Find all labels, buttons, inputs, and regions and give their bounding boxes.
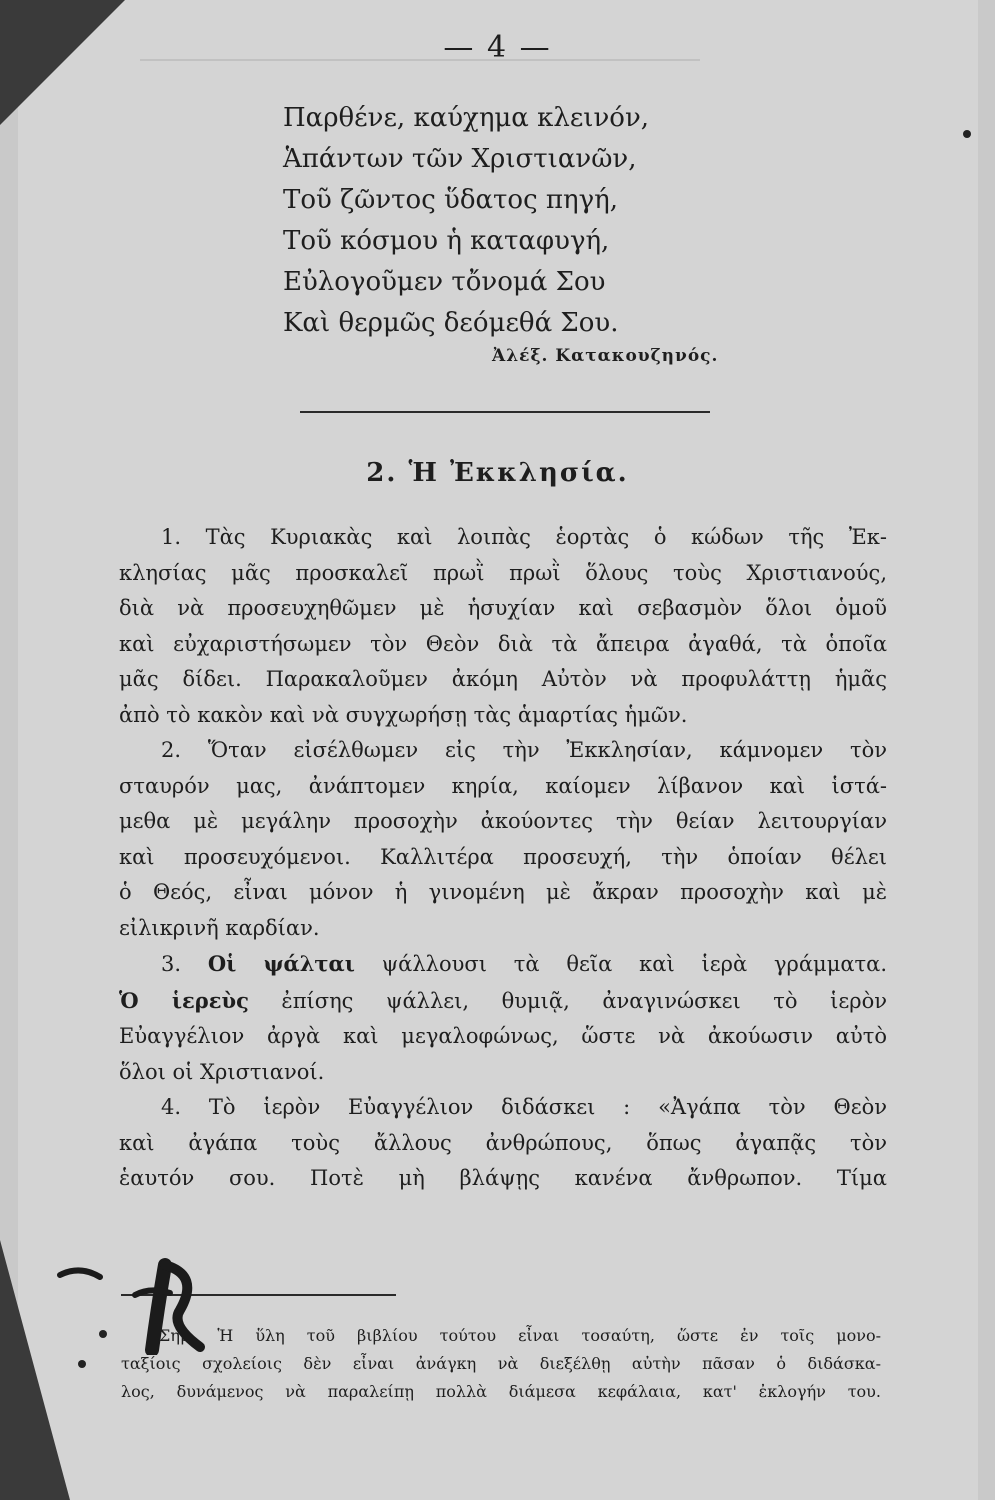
paragraph-line: εἰλικρινῆ καρδίαν. <box>119 915 320 940</box>
line-text: ψάλλουσι τὰ θεῖα καὶ ἱερὰ γράμματα. <box>354 952 888 976</box>
paragraph-line: σταυρόν μας, ἀνάπτομεν κηρία, καίομεν λίβανον καὶ ἱστά- <box>119 773 887 798</box>
poem-line: Παρθένε, καύχημα κλεινόν, <box>283 103 650 133</box>
paragraph-line: ἑαυτόν σου. Ποτὲ μὴ βλάψῃς κανένα ἄνθρωπον. Τίμα <box>119 1166 887 1190</box>
footnote-line: ταξίοις σχολείοις δὲν εἶναι ἀνάγκη νὰ διεξέλθῃ αὐτὴν πᾶσαν ὁ διδάσκα- <box>121 1354 881 1373</box>
paragraph-line: 2. Ὅταν εἰσέλθωμεν εἰς τὴν Ἐκκλησίαν, κάμνομεν τὸν <box>161 738 887 762</box>
poem <box>283 98 649 344</box>
poem-line: Εὐλογοῦμεν τὄνομά Σου <box>283 267 606 297</box>
paragraph-number: 3. <box>161 952 208 976</box>
ink-dot <box>78 1360 86 1368</box>
poem-line: Τοῦ κόσμου ἡ καταφυγή, <box>283 226 610 256</box>
section-divider <box>300 411 710 413</box>
ink-dot <box>963 130 971 138</box>
paragraph-line: μεθα μὲ μεγάλην προσοχὴν ἀκούοντες τὴν θείαν λειτουργίαν <box>119 809 887 833</box>
paragraph-line: καὶ εὐχαριστήσωμεν τὸν Θεὸν διὰ τὰ ἄπειρα ἀγαθά, τὰ ὁποῖα <box>119 631 887 656</box>
footnote <box>121 1322 881 1406</box>
poem-author: Ἀλέξ. Κατακουζηνός. <box>492 346 719 366</box>
paragraph-line: κλησίας μᾶς προσκαλεῖ πρωῒ πρωῒ ὅλους τοὺς Χριστιανούς, <box>119 560 887 585</box>
ink-scribble-mark <box>40 1235 220 1355</box>
footnote-line: λος, δυνάμενος νὰ παραλείπῃ πολλὰ διάμεσα κεφάλαια, κατ' ἐκλογήν του. <box>121 1382 881 1401</box>
paragraph-line: 4. Τὸ ἱερὸν Εὐαγγέλιον διδάσκει : «Ἀγάπα τὸν Θεὸν <box>161 1095 887 1119</box>
ink-dot <box>99 1330 107 1338</box>
paragraph-line: ὁ Θεός, εἶναι μόνον ἡ γινομένη μὲ ἄκραν προσοχὴν καὶ μὲ <box>119 880 887 904</box>
paragraph-line <box>119 946 887 983</box>
line-text: ἐπίσης ψάλλει, θυμιᾷ, ἀναγινώσκει τὸ ἱερὸν <box>248 988 887 1013</box>
bold-term: Ὁ ἱερεὺς <box>119 987 249 1013</box>
paragraph-line: καὶ προσευχόμενοι. Καλλιτέρα προσευχή, τὴν ὁποίαν θέλει <box>119 844 887 869</box>
paragraph-line <box>119 983 887 1020</box>
paragraph-line: Εὐαγγέλιον ἀργὰ καὶ μεγαλοφώνως, ὥστε νὰ ἀκούωσιν αὐτὸ <box>119 1024 887 1048</box>
bold-term: Οἱ ψάλται <box>207 951 355 976</box>
body-text <box>119 520 887 1197</box>
section-title: 2. Ἡ Ἐκκλησία. <box>366 458 629 488</box>
poem-line: Ἁπάντων τῶν Χριστιανῶν, <box>283 144 637 174</box>
paragraph-line: ὅλοι οἱ Χριστιανοί. <box>119 1059 325 1084</box>
paragraph-line: μᾶς δίδει. Παρακαλοῦμεν ἀκόμη Αὐτὸν νὰ προφυλάττῃ ἡμᾶς <box>119 667 887 691</box>
paragraph-line: ἀπὸ τὸ κακὸν καὶ νὰ συγχωρήσῃ τὰς ἁμαρτίας ἡμῶν. <box>119 702 688 727</box>
poem-line: Καὶ θερμῶς δεόμεθά Σου. <box>283 308 619 338</box>
footnote-line: Σημ. Ἡ ὕλη τοῦ βιβλίου τούτου εἶναι τοσαύτη, ὥστε ἐν τοῖς μονο- <box>159 1326 881 1345</box>
paragraph-line: διὰ νὰ προσευχηθῶμεν μὲ ἡσυχίαν καὶ σεβασμὸν ὅλοι ὁμοῦ <box>119 596 887 620</box>
poem-line: Τοῦ ζῶντος ὕδατος πηγή, <box>283 185 618 215</box>
page-number: — 4 — <box>443 30 552 65</box>
paragraph-line: 1. Τὰς Κυριακὰς καὶ λοιπὰς ἑορτὰς ὁ κώδων τῆς Ἐκ- <box>161 525 887 549</box>
paragraph-line: καὶ ἀγάπα τοὺς ἄλλους ἀνθρώπους, ὅπως ἀγαπᾷς τὸν <box>119 1130 887 1155</box>
